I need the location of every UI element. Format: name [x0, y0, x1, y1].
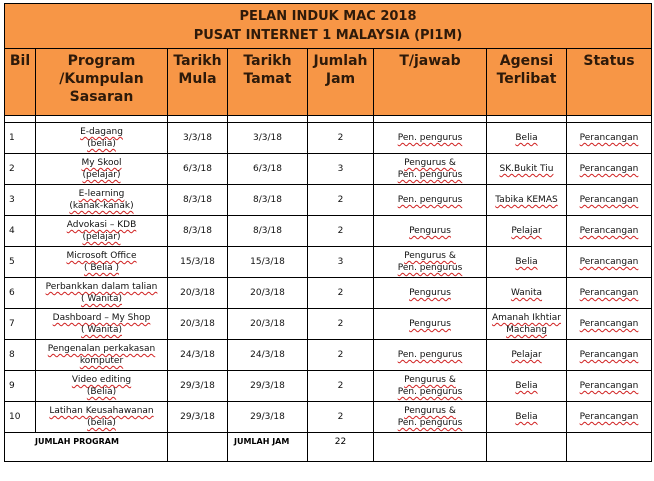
cell-program: E-learning (kanak-kanak) — [36, 185, 168, 216]
cell-tarikh-tamat: 8/3/18 — [228, 185, 308, 216]
cell-tjawab: Pengurus — [374, 278, 487, 309]
header-tarikh-mula: Tarikh Mula — [168, 49, 228, 116]
cell-bil: 2 — [5, 154, 36, 185]
cell-jumlah-jam: 2 — [308, 340, 374, 371]
header-row — [5, 49, 652, 116]
cell-program: E-dagang (belia) — [36, 123, 168, 154]
cell-bil: 5 — [5, 247, 36, 278]
cell-bil: 1 — [5, 123, 36, 154]
cell-tjawab: Pengurus & Pen. pengurus — [374, 371, 487, 402]
cell-agensi: Pelajar — [487, 216, 567, 247]
cell-jumlah-jam: 2 — [308, 309, 374, 340]
cell-tjawab: Pengurus & Pen. pengurus — [374, 154, 487, 185]
cell-jumlah-jam: 2 — [308, 216, 374, 247]
cell-jumlah-jam: 2 — [308, 123, 374, 154]
cell-program: Microsoft Office ( Belia ) — [36, 247, 168, 278]
title-line-2: PUSAT INTERNET 1 MALAYSIA (PI1M) — [193, 28, 463, 43]
cell-jumlah-jam: 3 — [308, 247, 374, 278]
cell-status: Perancangan — [567, 402, 652, 433]
cell-status: Perancangan — [567, 154, 652, 185]
cell-agensi: Belia — [487, 402, 567, 433]
spacer-row — [5, 116, 652, 123]
total-jam-label: JUMLAH JAM — [228, 433, 308, 462]
cell-jumlah-jam: 2 — [308, 278, 374, 309]
cell-tarikh-tamat: 24/3/18 — [228, 340, 308, 371]
cell-agensi: Amanah Ikhtiar Machang — [487, 309, 567, 340]
table-row — [5, 309, 652, 340]
cell-agensi: SK.Bukit Tiu — [487, 154, 567, 185]
table-row — [5, 402, 652, 433]
cell-status: Perancangan — [567, 340, 652, 371]
cell-tarikh-tamat: 15/3/18 — [228, 247, 308, 278]
cell-status: Perancangan — [567, 278, 652, 309]
table-row — [5, 216, 652, 247]
cell-tarikh-tamat: 8/3/18 — [228, 216, 308, 247]
cell-program: Perbankkan dalam talian ( Wanita) — [36, 278, 168, 309]
cell-tarikh-mula: 20/3/18 — [168, 309, 228, 340]
header-agensi: Agensi Terlibat — [487, 49, 567, 116]
cell-tarikh-tamat: 29/3/18 — [228, 402, 308, 433]
cell-bil: 6 — [5, 278, 36, 309]
cell-program: Dashboard – My Shop ( Wanita) — [36, 309, 168, 340]
cell-tjawab: Pengurus & Pen. pengurus — [374, 402, 487, 433]
table-row — [5, 371, 652, 402]
cell-agensi: Tabika KEMAS — [487, 185, 567, 216]
cell-program: Advokasi – KDB (pelajar) — [36, 216, 168, 247]
cell-status: Perancangan — [567, 185, 652, 216]
cell-program: Pengenalan perkakasan komputer — [36, 340, 168, 371]
cell-tarikh-mula: 29/3/18 — [168, 371, 228, 402]
cell-tarikh-mula: 6/3/18 — [168, 154, 228, 185]
cell-tarikh-mula: 8/3/18 — [168, 216, 228, 247]
cell-tjawab: Pengurus — [374, 216, 487, 247]
cell-tjawab: Pengurus — [374, 309, 487, 340]
cell-status: Perancangan — [567, 371, 652, 402]
cell-program: Latihan Keusahawanan (belia) — [36, 402, 168, 433]
table-title — [5, 4, 652, 49]
cell-jumlah-jam: 2 — [308, 185, 374, 216]
cell-program: Video editing (Belia) — [36, 371, 168, 402]
table-row — [5, 340, 652, 371]
cell-status: Perancangan — [567, 123, 652, 154]
total-program-label: JUMLAH PROGRAM — [5, 433, 168, 462]
title-line-1: PELAN INDUK MAC 2018 — [239, 9, 417, 24]
plan-table — [4, 3, 652, 462]
cell-jumlah-jam: 2 — [308, 402, 374, 433]
cell-tarikh-mula: 29/3/18 — [168, 402, 228, 433]
table-row — [5, 278, 652, 309]
header-jumlah-jam: Jumlah Jam — [308, 49, 374, 116]
cell-tarikh-tamat: 3/3/18 — [228, 123, 308, 154]
cell-agensi: Belia — [487, 247, 567, 278]
cell-status: Perancangan — [567, 247, 652, 278]
cell-agensi: Wanita — [487, 278, 567, 309]
cell-agensi: Belia — [487, 123, 567, 154]
cell-tarikh-mula: 20/3/18 — [168, 278, 228, 309]
cell-status: Perancangan — [567, 216, 652, 247]
header-program: Program /Kumpulan Sasaran — [36, 49, 168, 116]
cell-tarikh-mula: 24/3/18 — [168, 340, 228, 371]
cell-program: My Skool (pelajar) — [36, 154, 168, 185]
cell-bil: 7 — [5, 309, 36, 340]
cell-tjawab: Pen. pengurus — [374, 185, 487, 216]
header-tjawab: T/jawab — [374, 49, 487, 116]
cell-tjawab: Pen. pengurus — [374, 340, 487, 371]
cell-tarikh-tamat: 6/3/18 — [228, 154, 308, 185]
cell-tjawab: Pengurus & Pen. pengurus — [374, 247, 487, 278]
totals-row — [5, 433, 652, 462]
table-body — [5, 123, 652, 433]
cell-tarikh-tamat: 29/3/18 — [228, 371, 308, 402]
cell-tarikh-tamat: 20/3/18 — [228, 309, 308, 340]
table-row — [5, 185, 652, 216]
cell-bil: 3 — [5, 185, 36, 216]
header-tarikh-tamat: Tarikh Tamat — [228, 49, 308, 116]
cell-bil: 9 — [5, 371, 36, 402]
cell-jumlah-jam: 2 — [308, 371, 374, 402]
cell-tarikh-tamat: 20/3/18 — [228, 278, 308, 309]
cell-status: Perancangan — [567, 309, 652, 340]
cell-tjawab: Pen. pengurus — [374, 123, 487, 154]
cell-tarikh-mula: 15/3/18 — [168, 247, 228, 278]
cell-agensi: Belia — [487, 371, 567, 402]
header-bil: Bil — [5, 49, 36, 116]
cell-agensi: Pelajar — [487, 340, 567, 371]
header-status: Status — [567, 49, 652, 116]
table-row — [5, 123, 652, 154]
total-jam-value: 22 — [308, 433, 374, 462]
cell-bil: 4 — [5, 216, 36, 247]
table-row — [5, 154, 652, 185]
cell-bil: 10 — [5, 402, 36, 433]
table-row — [5, 247, 652, 278]
title-row — [5, 4, 652, 49]
cell-tarikh-mula: 3/3/18 — [168, 123, 228, 154]
cell-tarikh-mula: 8/3/18 — [168, 185, 228, 216]
cell-jumlah-jam: 3 — [308, 154, 374, 185]
cell-bil: 8 — [5, 340, 36, 371]
